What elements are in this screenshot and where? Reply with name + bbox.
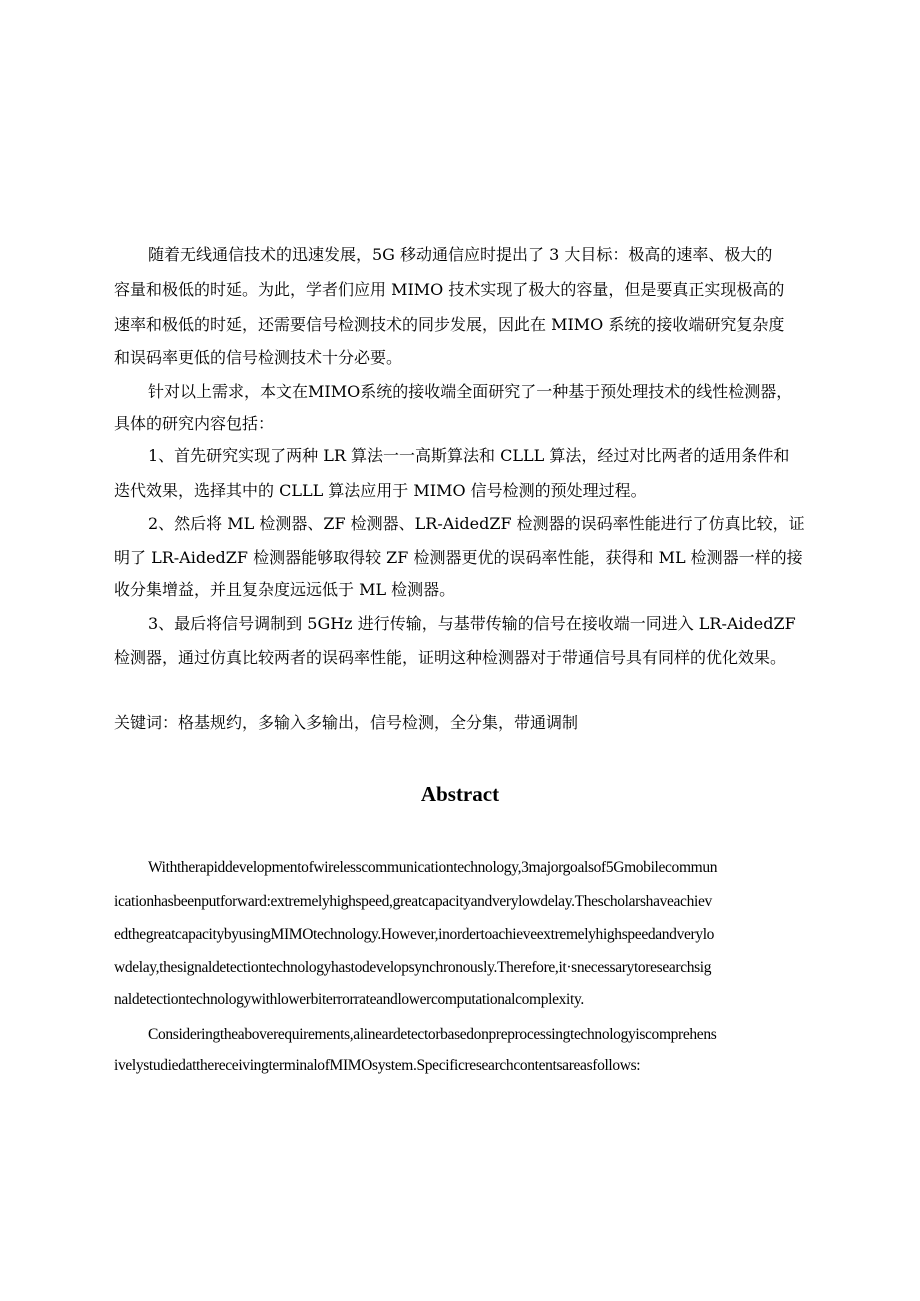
en-line-7: ivelystudiedatthereceivingterminalofMIMOsystem.Specificresearchcontentsareasfollows: [114,1057,641,1074]
zh-line-5: 针对以上需求，本文在MIMO系统的接收端全面研究了一种基于预处理技术的线性检测器， [148,382,793,401]
zh-line-12: 3、最后将信号调制到 5GHz 进行传输，与基带传输的信号在接收端一同进入 LR-AidedZF [148,614,796,633]
zh-line-9: 2、然后将 ML 检测器、ZF 检测器、LR-AidedZF 检测器的误码率性能进行了仿真比较，证 [148,514,805,533]
zh-line-2: 容量和极低的时延。为此，学者们应用 MIMO 技术实现了极大的容量，但是要真正实现极高的 [114,280,785,299]
en-line-4: wdelay,thesignaldetectiontechnologyhastodevelopsynchronously.Therefore,it·snecessarytoresearchsig [114,959,712,976]
en-line-3: edthegreatcapacitybyusingMIMOtechnology.However,inordertoachieveextremelyhighspeedandverylo [114,926,715,943]
en-line-6: Consideringtheaboverequirements,alineardetectorbasedonpreprocessingtechnologyiscomprehens [148,1026,717,1043]
zh-line-10: 明了 LR-AidedZF 检测器能够取得较 ZF 检测器更优的误码率性能，获得和 ML 检测器一样的接 [114,548,803,567]
en-line-2: icationhasbeenputforward:extremelyhighspeed,greatcapacityandverylowdelay.Thescholarshaveachiev [114,893,712,910]
zh-line-8: 迭代效果，选择其中的 CLLL 算法应用于 MIMO 信号检测的预处理过程。 [114,481,647,500]
zh-line-4: 和误码率更低的信号检测技术十分必要。 [114,348,403,367]
zh-line-3: 速率和极低的时延，还需要信号检测技术的同步发展，因此在 MIMO 系统的接收端研究复杂度 [114,315,785,334]
zh-line-6: 具体的研究内容包括： [114,414,275,433]
en-line-1: Withtherapiddevelopmentofwirelesscommunicationtechnology,3majorgoalsof5Gmobilecommun [148,859,718,876]
zh-line-11: 收分集增益，并且复杂度远远低于 ML 检测器。 [114,580,456,599]
zh-line-13: 检测器，通过仿真比较两者的误码率性能，证明这种检测器对于带通信号具有同样的优化效果。 [114,648,787,667]
abstract-title: Abstract [420,782,500,806]
keywords: 关键词：格基规约，多输入多输出，信号检测，全分集，带通调制 [114,713,579,732]
zh-line-1: 随着无线通信技术的迅速发展，5G 移动通信应时提出了 3 大目标：极高的速率、极大的 [148,245,773,264]
zh-line-7: 1、首先研究实现了两种 LR 算法一一高斯算法和 CLLL 算法，经过对比两者的适用条件和 [148,446,790,465]
en-line-5: naldetectiontechnologywithlowerbiterrorrateandlowercomputationalcomplexity. [114,991,584,1008]
